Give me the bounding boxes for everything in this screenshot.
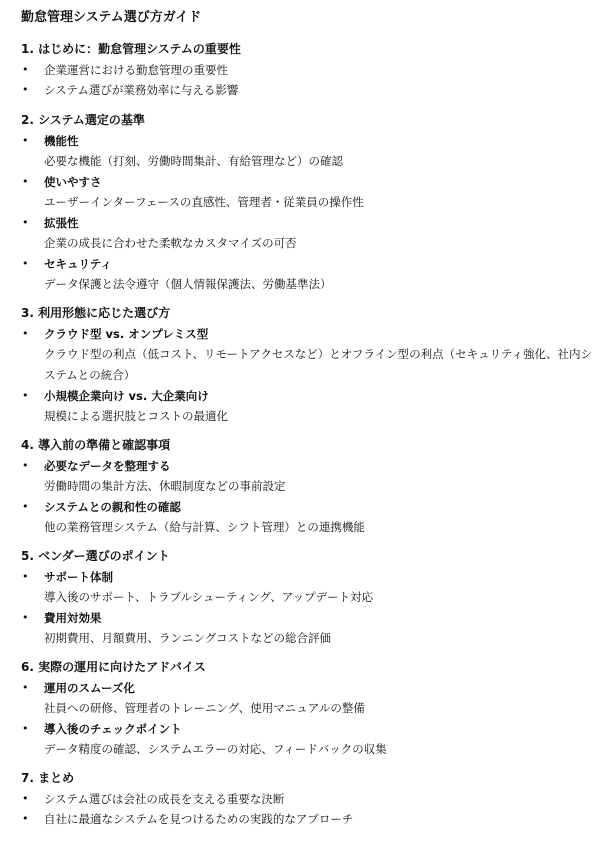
list-item bbox=[21, 719, 616, 760]
list-item-text: • 自社に最適なシステムを見つけるための実践的なアプローチ bbox=[44, 812, 354, 826]
list-item-description: データ保護と法令遵守（個人情報保護法、労働基準法） bbox=[44, 277, 332, 291]
list-item bbox=[21, 497, 616, 538]
section-heading: 5. ベンダー選びのポイント bbox=[21, 549, 170, 563]
section-heading: 6. 実際の運用に向けたアドバイス bbox=[21, 660, 206, 674]
list-item-title: • 導入後のチェックポイント bbox=[44, 722, 182, 736]
list-item bbox=[21, 789, 616, 809]
list-item-title: • 小規模企業向け vs. 大企業向け bbox=[44, 389, 209, 403]
section-heading: 1. はじめに：勤怠管理システムの重要性 bbox=[21, 42, 241, 56]
bullet-list bbox=[21, 567, 616, 649]
document-title: 勤怠管理システム選び方ガイド bbox=[21, 10, 202, 25]
list-item-title: • 拡張性 bbox=[44, 216, 79, 230]
section-heading: 2. システム選定の基準 bbox=[21, 113, 145, 127]
list-item-title: • セキュリティ bbox=[44, 257, 112, 271]
list-item bbox=[21, 324, 616, 386]
list-item bbox=[21, 608, 616, 649]
bullet-list bbox=[21, 456, 616, 538]
section-usage-type bbox=[21, 305, 616, 427]
section-introduction bbox=[21, 41, 616, 100]
section-heading: 4. 導入前の準備と確認事項 bbox=[21, 438, 171, 452]
list-item-description: 規模による選択肢とコストの最適化 bbox=[44, 409, 228, 423]
list-item bbox=[21, 80, 616, 100]
list-item-title: • 運用のスムーズ化 bbox=[44, 681, 135, 695]
list-item bbox=[21, 254, 616, 295]
section-summary bbox=[21, 770, 616, 829]
list-item-text: • 企業運営における勤怠管理の重要性 bbox=[44, 63, 228, 77]
list-item-title: • クラウド型 vs. オンプレミス型 bbox=[44, 327, 209, 341]
section-vendor bbox=[21, 548, 616, 649]
list-item-description: 社員への研修、管理者のトレーニング、使用マニュアルの整備 bbox=[44, 701, 365, 715]
bullet-list bbox=[21, 324, 616, 427]
list-item-description: 他の業務管理システム（給与計算、シフト管理）との連携機能 bbox=[44, 520, 365, 534]
list-item bbox=[21, 213, 616, 254]
list-item-description: クラウド型の利点（低コスト、リモートアクセスなど）とオフライン型の利点（セキュリティ強化、社内システムとの統合） bbox=[44, 347, 592, 382]
section-preparation bbox=[21, 437, 616, 538]
section-operation-advice bbox=[21, 659, 616, 760]
list-item-description: 導入後のサポート、トラブルシューティング、アップデート対応 bbox=[44, 590, 374, 604]
list-item bbox=[21, 456, 616, 497]
bullet-list bbox=[21, 789, 616, 829]
list-item-description: 労働時間の集計方法、休暇制度などの事前設定 bbox=[44, 479, 286, 493]
section-heading: 7. まとめ bbox=[21, 771, 75, 785]
list-item-title: • 必要なデータを整理する bbox=[44, 459, 171, 473]
list-item-title: • システムとの親和性の確認 bbox=[44, 500, 181, 514]
section-selection-criteria bbox=[21, 112, 616, 295]
list-item-title: • 使いやすさ bbox=[44, 175, 102, 189]
list-item bbox=[21, 172, 616, 213]
bullet-list bbox=[21, 131, 616, 295]
list-item-title: • 費用対効果 bbox=[44, 611, 102, 625]
list-item bbox=[21, 809, 616, 829]
bullet-list bbox=[21, 678, 616, 760]
section-heading: 3. 利用形態に応じた選び方 bbox=[21, 306, 171, 320]
list-item bbox=[21, 131, 616, 172]
bullet-list bbox=[21, 60, 616, 100]
list-item-description: ユーザーインターフェースの直感性、管理者・従業員の操作性 bbox=[44, 195, 364, 209]
list-item-title: • 機能性 bbox=[44, 134, 79, 148]
list-item bbox=[21, 567, 616, 608]
list-item-description: 初期費用、月額費用、ランニングコストなどの総合評価 bbox=[44, 631, 332, 645]
list-item-text: • システム選びは会社の成長を支える重要な決断 bbox=[44, 792, 285, 806]
list-item bbox=[21, 386, 616, 427]
list-item bbox=[21, 60, 616, 80]
list-item-description: 企業の成長に合わせた柔軟なカスタマイズの可否 bbox=[44, 236, 297, 250]
list-item bbox=[21, 678, 616, 719]
list-item-description: データ精度の確認、システムエラーの対応、フィードバックの収集 bbox=[44, 742, 387, 756]
list-item-text: • システム選びが業務効率に与える影響 bbox=[44, 83, 239, 97]
list-item-title: • サポート体制 bbox=[44, 570, 113, 584]
list-item-description: 必要な機能（打刻、労働時間集計、有給管理など）の確認 bbox=[44, 154, 343, 168]
